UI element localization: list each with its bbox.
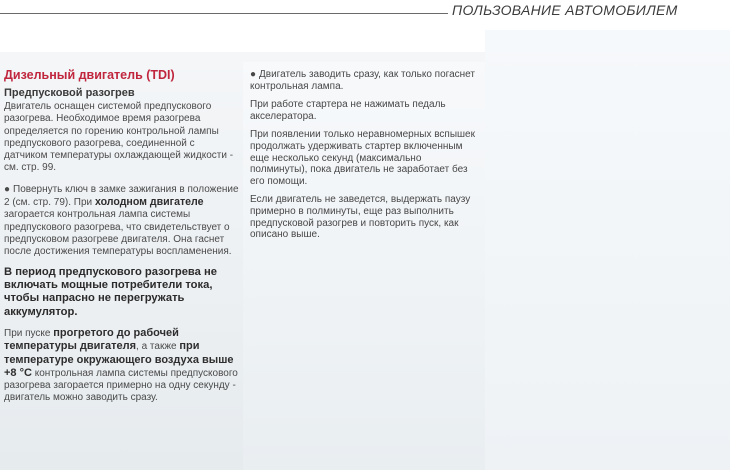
section-title: Дизельный двигатель (TDI) bbox=[4, 68, 175, 82]
bullet-text-1: Повернуть ключ в замке зажигания в положение 2 (см. стр. 79). При bbox=[4, 183, 239, 209]
bullet-bold-cold-engine: холодном двигателе bbox=[94, 196, 204, 209]
page-header-title: ПОЛЬЗОВАНИЕ АВТОМОБИЛЕМ bbox=[452, 2, 678, 18]
note-bold-warm-engine: прогретого до рабочей температуры двигателя bbox=[4, 327, 179, 353]
bullet-text-2: загорается контрольная лампа системы предпускового разогрева, что свидетельствует о предпусковом разогреве двигателя. Она гаснет после достижения температуры воспламенения. bbox=[4, 209, 232, 258]
bullet-ignition bbox=[4, 184, 240, 259]
background-shade-right bbox=[485, 30, 730, 470]
right-paragraph-4: Если двигатель не заведется, выдержать паузу примерно в полминуты, еще раз выполнить предпусковой разогрев и повторить пуск, как описано выше. bbox=[250, 194, 471, 241]
note-warm-engine bbox=[4, 327, 240, 404]
left-column bbox=[4, 68, 240, 404]
bullet-dot-icon: ● bbox=[250, 69, 257, 80]
intro-paragraph: Двигатель оснащен системой предпускового разогрева. Необходимое время разогрева определяется по горению контрольной лампы предпускового разогрева, соединенной с датчиком температуры охлаждающей жидкости - см. стр. 99. bbox=[4, 101, 234, 174]
note-text-3: контрольная лампа системы предпускового разогрева загорается примерно на одну секунду - двигатель можно заводить сразу. bbox=[4, 367, 238, 404]
header-rule bbox=[0, 13, 448, 14]
right-bullet-start bbox=[250, 69, 480, 92]
subsection-title: Предпусковой разогрев bbox=[4, 87, 135, 99]
note-text-1: При пуске bbox=[4, 328, 54, 340]
note-bold-temperature: при температуре окружающего воздуха выше +8 °C bbox=[4, 340, 234, 379]
right-paragraph-2: При работе стартера не нажимать педаль акселератора. bbox=[250, 99, 446, 122]
bullet-dot-icon: ● bbox=[4, 183, 11, 195]
right-column bbox=[250, 69, 480, 248]
note-text-2: , а также bbox=[136, 341, 180, 353]
warning-paragraph: В период предпускового разогрева не включать мощные потребители тока, чтобы напрасно не перегружать аккумулятор. bbox=[4, 265, 217, 318]
right-paragraph-3: При появлении только неравномерных вспышек продолжать удерживать стартер включенным еще несколько секунд (максимально полминуты), пока двигатель не заработает без его помощи. bbox=[250, 129, 475, 187]
right-paragraph-1: Двигатель заводить сразу, как только погаснет контрольная лампа. bbox=[250, 69, 475, 92]
